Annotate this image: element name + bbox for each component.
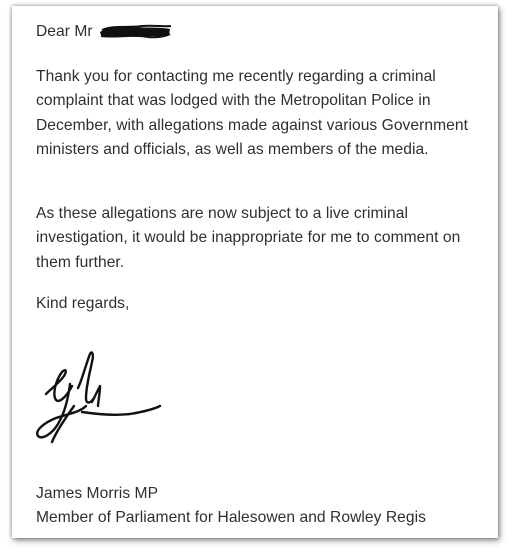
signatory-role: Member of Parliament for Halesowen and Rowley Regis xyxy=(36,509,426,526)
handwritten-signature xyxy=(34,342,164,454)
body-paragraph-1: Thank you for contacting me recently regarding a criminal complaint that was lodged with the Metropolitan Police in December, with allegations made against various Government ministers and officials, as well as members of the media. xyxy=(36,68,468,158)
closing-line: Kind regards, xyxy=(36,295,130,312)
redaction-scribble xyxy=(98,23,172,39)
letter-document xyxy=(12,6,498,538)
body-paragraph-2: As these allegations are now subject to a live criminal investigation, it would be inappropriate for me to comment on them further. xyxy=(36,205,461,271)
signatory-name: James Morris MP xyxy=(36,485,159,502)
salutation xyxy=(36,20,486,44)
salutation-text: Dear Mr xyxy=(36,23,93,40)
